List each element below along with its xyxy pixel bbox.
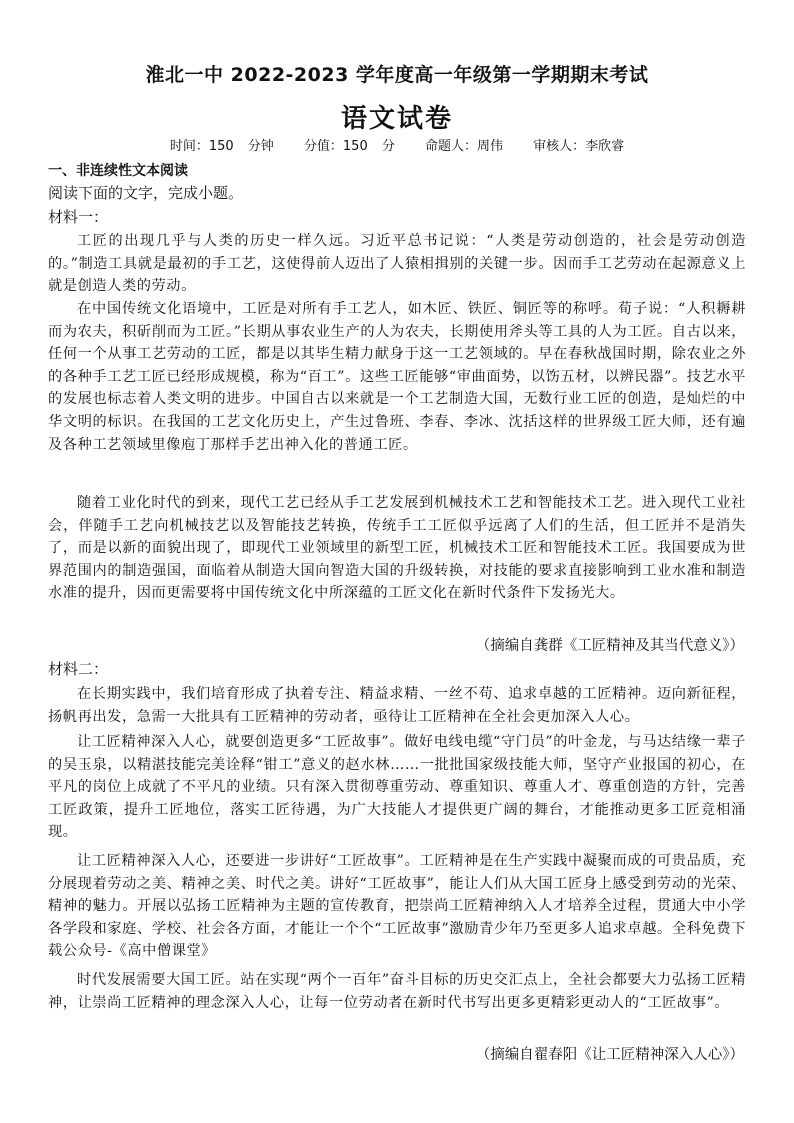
material-2-paragraph-1: 在长期实践中，我们培育形成了执着专注、精益求精、一丝不苟、追求卓越的工匠精神。迈向新征程，扬帆再出发，急需一大批具有工匠精神的劳动者，亟待让工匠精神在全社会更加深入人心。 <box>48 686 746 725</box>
material-2-paragraph-3: 让工匠精神深入人心，还要进一步讲好“工匠故事”。工匠精神是在生产实践中凝聚而成的可贵品质，充分展现着劳动之美、精神之美、时代之美。讲好“工匠故事”，能让人们从大国工匠身上感受到劳动的光荣、精神的魅力。开展以弘扬工匠精神为主题的宣传教育，把崇尚工匠精神纳入人才培养全过程，贯通大中小学各学段和家庭、学校、社会各方面，才能让一个个“工匠故事”激励青少年乃至更多人追求卓越。全科免费下载公众号-《高中僧课堂》 <box>48 853 746 960</box>
material-2-paragraph-4: 时代发展需要大国工匠。站在实现“两个一百年”奋斗目标的历史交汇点上，全社会都要大力弘扬工匠精神，让崇尚工匠精神的理念深入人心，让每一位劳动者在新时代书写出更多更精彩更动人的“工匠故事”。 <box>48 972 746 1011</box>
exam-meta <box>0 135 794 154</box>
exam-reviewer: 审核人：李欣睿 <box>533 139 625 154</box>
material-2-label: 材料二： <box>48 660 109 678</box>
material-1-paragraph-2: 在中国传统文化语境中，工匠是对所有手工艺人，如木匠、铁匠、铜匠等的称呼。荀子说：“人积耨耕而为农夫，积斫削而为工匠。”长期从事农业生产的人为农夫，长期使用斧头等工具的人为工匠。自古以来，任何一个从事工艺劳动的工匠，都是以其毕生精力献身于这一工艺领域的。早在春秋战国时期，除农业之外的各种手工艺工匠已经形成规模，称为“百工”。这些工匠能够“审曲面势，以饬五材，以辨民器”。技艺水平的发展也标志着人类文明的进步。中国自古以来就是一个工艺制造大国，无数行业工匠的创造，是灿烂的中华文明的标识。在我国的工艺文化历史上，产生过鲁班、李春、李冰、沈括这样的世界级工匠大师，还有遍及各种工艺领域里像庖丁那样手艺出神入化的普通工匠。 <box>48 301 746 453</box>
section-instruction: 阅读下面的文字，完成小题。 <box>48 184 244 202</box>
material-1-paragraph-3: 随着工业化时代的到来，现代工艺已经从手工艺发展到机械技术工艺和智能技术工艺。进入现代工业社会，伴随手工艺向机械技艺以及智能技艺转换，传统手工工匠似乎远离了人们的生活，但工匠并不是消失了，而是以新的面貌出现了，即现代工业领域里的新型工匠，机械技术工匠和智能技术工匠。我国要成为世界范围内的制造强国，面临着从制造大国向智造大国的升级转换，对技能的要求直接影响到工业水准和制造水准的提升，因而更需要将中国传统文化中所深蕴的工匠文化在新时代条件下发扬光大。 <box>48 495 746 602</box>
material-1-source: （摘编自龚群《工匠精神及其当代意义》） <box>475 638 744 654</box>
exam-title: 淮北一中 2022-2023 学年度高一年级第一学期期末考试 <box>145 64 649 86</box>
material-1-label: 材料一： <box>48 208 109 226</box>
material-2-paragraph-2: 让工匠精神深入人心，就要创造更多“工匠故事”。做好电线电缆“守门员”的叶金龙，与马达结缘一辈子的吴玉泉，以精湛技能完美诠释“钳工”意义的赵水林……一批批国家级技能大师，坚守产业报国的初心，在平凡的岗位上成就了不平凡的业绩。只有深入贯彻尊重劳动、尊重知识、尊重人才、尊重创造的方针，完善工匠政策，提升工匠地位，落实工匠待遇，为广大技能人才提供更广阔的舞台，才能推动更多工匠竞相涌现。 <box>48 734 746 841</box>
exam-score: 分值：150 分 <box>303 139 395 154</box>
subject-title: 语文试卷 <box>340 104 453 134</box>
material-2-source: （摘编自翟春阳《让工匠精神深入人心》） <box>475 1047 744 1063</box>
material-1-paragraph-1: 工匠的出现几乎与人类的历史一样久远。习近平总书记说：“人类是劳动创造的，社会是劳动创造的。”制造工具就是最初的手工艺，这使得前人迈出了人猿相揖别的关键一步。因而手工艺劳动在起源意义上就是创造人类的劳动。 <box>48 233 746 295</box>
exam-time: 时间：150 分钟 <box>169 139 274 154</box>
exam-author: 命题人：周伟 <box>425 139 504 154</box>
section-heading: 一、非连续性文本阅读 <box>48 163 188 179</box>
